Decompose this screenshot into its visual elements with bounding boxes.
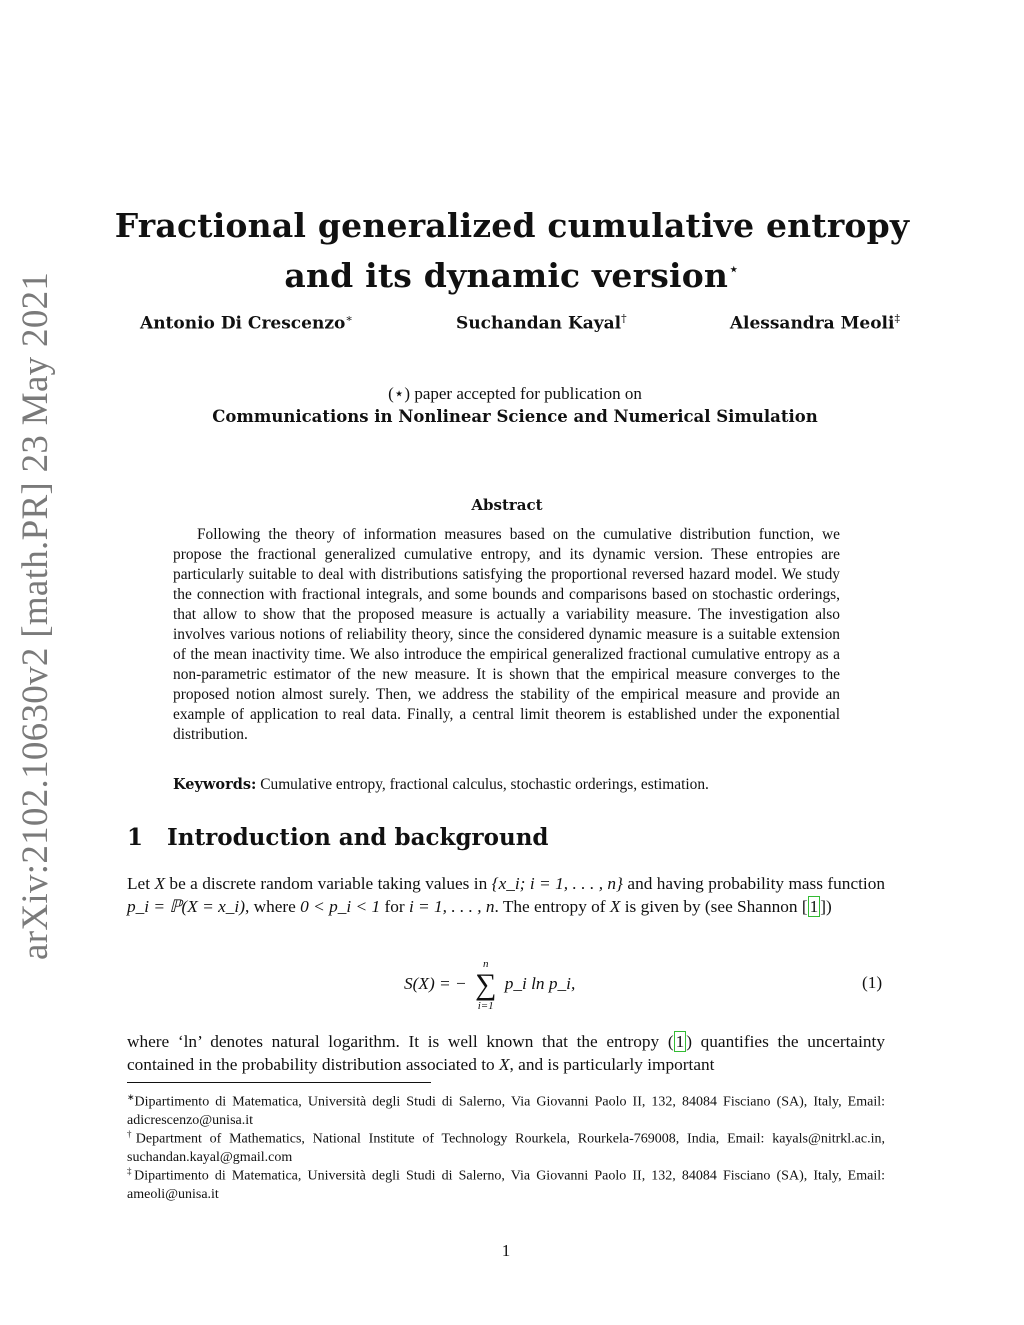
title-line-1: Fractional generalized cumulative entropy — [114, 206, 910, 245]
keywords-label: Keywords: — [173, 776, 257, 793]
footnote-2: †Department of Mathematics, National Institute of Technology Rourkela, Rourkela-769008, India, Email: kayals@nitrkl.ac.in, suchandan.kayal@gmail.com — [127, 1129, 886, 1165]
section-heading — [127, 824, 549, 851]
equation-1: S(X) = − n ∑ i=1 p_i ln p_i, — [404, 958, 576, 1012]
author-3: Alessandra Meoli‡ — [729, 312, 900, 334]
footnote-3: ‡Dipartimento di Matematica, Università degli Studi di Salerno, Via Giovanni Paolo II, 132, 84084 Fisciano (SA), Italy, Email: ameoli@unisa.it — [127, 1166, 885, 1202]
paper-title — [0, 204, 1024, 298]
journal-name: Communications in Nonlinear Science and Numerical Simulation — [212, 407, 818, 426]
paragraph-1: Let X be a discrete random variable taking values in {x_i; i = 1, . . . , n} and having probability mass function p_i = ℙ(X = x_i), where 0 < p_i < 1 for i = 1, . . . , n. The entropy of X is given by (see Shannon [ 1 ]) — [127, 874, 886, 916]
acceptance-note — [0, 382, 1024, 428]
sum-symbol: n ∑ i=1 — [475, 958, 497, 1012]
title-footnote-mark: ⋆ — [728, 259, 740, 280]
page-number: 1 — [501, 1241, 511, 1260]
author-2: Suchandan Kayal† — [456, 312, 627, 334]
section-number: 1 — [127, 824, 144, 851]
keywords — [173, 775, 840, 795]
equation-ref-link[interactable]: 1 — [675, 1032, 685, 1051]
section-title: Introduction and background — [167, 824, 549, 851]
abstract-heading: Abstract — [471, 496, 543, 514]
citation-link[interactable]: 1 — [809, 897, 819, 916]
acceptance-text: (⋆) paper accepted for publication on — [388, 384, 642, 403]
keywords-text: Cumulative entropy, fractional calculus, stochastic orderings, estimation. — [260, 776, 709, 793]
footnote-rule — [127, 1082, 431, 1083]
equation-number: (1) — [862, 973, 883, 992]
title-line-2: and its dynamic version⋆ — [284, 256, 740, 295]
paragraph-2: where ‘ln’ denotes natural logarithm. It is well known that the entropy ( 1 ) quantifies the uncertainty contained in the probability distribution associated to X, and is particularly important — [127, 1032, 885, 1074]
author-1: Antonio Di Crescenzo∗ — [140, 312, 353, 334]
author-list — [140, 312, 900, 334]
abstract-text: Following the theory of information measures based on the cumulative distribution function, we propose the fractional generalized cumulative entropy, and its dynamic version. These entropies are particularly suitable to deal with distributions satisfying the proportional reversed hazard model. We study the connection with fractional integrals, and some bounds and comparisons based on stochastic orderings, that allow to show that the proposed measure is actually a variability measure. The investigation also involves various notions of reliability theory, since the considered dynamic measure is a suitable extension of the mean inactivity time. We also introduce the empirical generalized fractional cumulative entropy as a non-parametric estimator of the new measure. It is shown that the empirical measure converges to the proposed notion almost surely. Then, we address the stability of the empirical measure and provide an example of application to real data. Finally, a central limit theorem is established under the exponential distribution. — [173, 526, 840, 743]
footnote-1: ∗Dipartimento di Matematica, Università degli Studi di Salerno, Via Giovanni Paolo II, 132, 84084 Fisciano (SA), Italy, Email: adicrescenzo@unisa.it — [127, 1092, 885, 1128]
arxiv-identifier: arXiv:2102.10630v2 [math.PR] 23 May 2021 — [15, 271, 56, 960]
